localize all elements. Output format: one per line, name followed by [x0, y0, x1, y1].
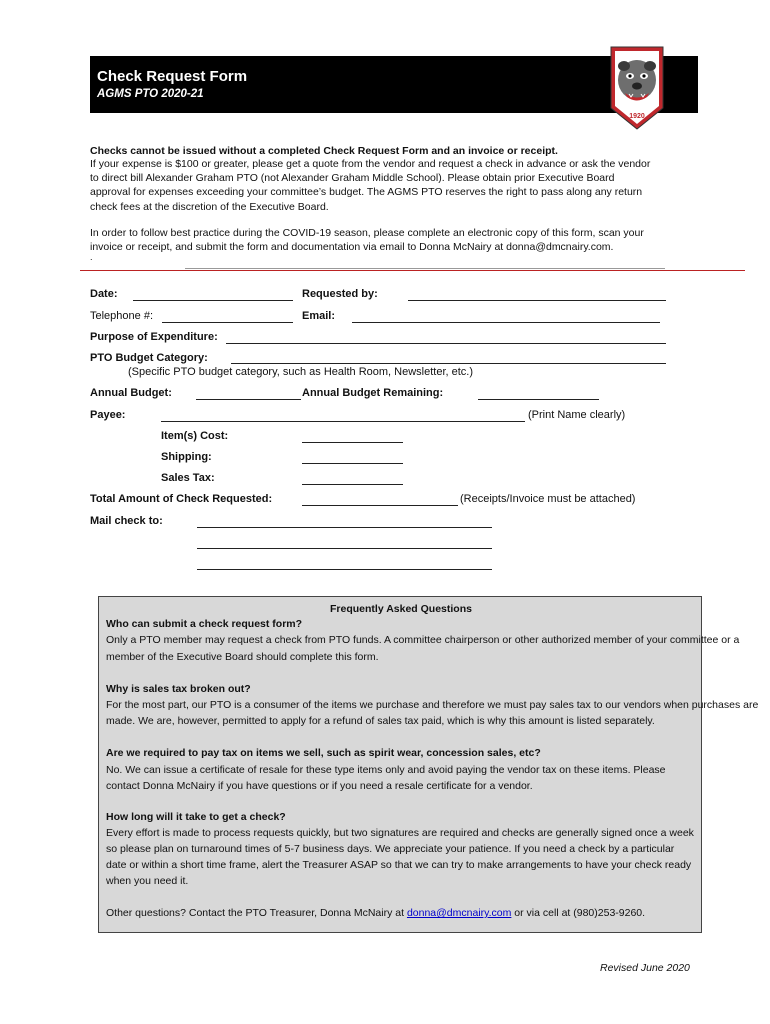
faq-question: Why is sales tax broken out?: [106, 683, 251, 695]
instructions-line: approval for expenses exceeding your committee’s budget. The AGMS PTO reserves the right to pass along any return: [90, 186, 643, 199]
budget-category-hint: (Specific PTO budget category, such as Health Room, Newsletter, etc.): [128, 366, 474, 378]
annual-budget-label: Annual Budget:: [90, 387, 172, 399]
shipping-field[interactable]: [302, 463, 403, 464]
annual-budget-field[interactable]: [196, 399, 301, 400]
faq-answer-line: when you need it.: [106, 875, 189, 887]
faq-answer-line: Only a PTO member may request a check from PTO funds. A committee chairperson or other authorized member of your committee or a: [106, 634, 740, 646]
payee-field[interactable]: [161, 421, 525, 422]
warning-text: Checks cannot be issued without a completed Check Request Form and an invoice or receipt.: [90, 145, 558, 157]
faq-answer-line: No. We can issue a certificate of resale for these type items only and avoid paying the vendor tax on these items. Please: [106, 764, 666, 776]
divider-gray: [185, 268, 665, 269]
email-field[interactable]: [352, 322, 660, 323]
items-cost-field[interactable]: [302, 442, 403, 443]
faq-title: Frequently Asked Questions: [330, 603, 472, 615]
faq-question: Who can submit a check request form?: [106, 618, 303, 630]
contact-suffix: or via cell at (980)253-9260.: [511, 907, 646, 919]
instructions-paragraph: [90, 157, 710, 214]
payee-hint: (Print Name clearly): [528, 409, 626, 421]
telephone-field[interactable]: [162, 322, 293, 323]
budget-category-field[interactable]: [231, 363, 666, 364]
requested-by-label: Requested by:: [302, 288, 378, 300]
annual-budget-remaining-label: Annual Budget Remaining:: [302, 387, 444, 399]
telephone-label: Telephone #:: [90, 310, 153, 322]
items-cost-label: Item(s) Cost:: [161, 430, 229, 442]
faq-box: [98, 596, 759, 933]
contact-email-link[interactable]: donna@dmcnairy.com: [406, 907, 512, 919]
revised-date: Revised June 2020: [600, 962, 690, 974]
sales-tax-field[interactable]: [302, 484, 403, 485]
date-label: Date:: [90, 288, 118, 300]
instructions-line: If your expense is $100 or greater, please get a quote from the vendor and request a check in advance or ask the vendor: [90, 158, 651, 170]
covid-line: invoice or receipt, and submit the form and documentation via email to Donna McNairy at donna@dmcnairy.com.: [90, 241, 614, 254]
form-title: Check Request Form: [97, 68, 248, 85]
payee-label: Payee:: [90, 409, 126, 421]
faq-answer-line: so please plan on turnaround times of 5-7 business days. We appreciate your patience. If you need a check by a particular: [106, 843, 675, 855]
instructions-line: check fees at the discretion of the Executive Board.: [90, 200, 329, 213]
total-field[interactable]: [302, 505, 458, 506]
faq-answer-line: made. We are, however, permitted to apply for a refund of sales tax paid, which is why this amount is listed separately.: [106, 715, 655, 727]
email-label: Email:: [302, 310, 336, 322]
mail-to-field-line-1[interactable]: [197, 527, 492, 528]
date-field[interactable]: [133, 300, 293, 301]
logo-year: 1920: [629, 113, 645, 120]
covid-paragraph: [90, 226, 710, 254]
instructions-line: to direct bill Alexander Graham PTO (not Alexander Graham Middle School). Please obtain prior Executive Board: [90, 172, 615, 185]
contact-prefix: Other questions? Contact the PTO Treasurer, Donna McNairy at: [106, 907, 407, 919]
faq-contact: [106, 907, 645, 919]
mail-to-field-line-3[interactable]: [197, 569, 492, 570]
budget-category-label: PTO Budget Category:: [90, 352, 208, 364]
purpose-label: Purpose of Expenditure:: [90, 331, 218, 343]
annual-budget-remaining-field[interactable]: [478, 399, 599, 400]
faq-answer-line: contact Donna McNairy if you have questions or if you need a resale certificate for a vendor.: [106, 780, 533, 792]
requested-by-field[interactable]: [408, 300, 666, 301]
purpose-field[interactable]: [226, 343, 666, 344]
faq-question: How long will it take to get a check?: [106, 811, 286, 823]
faq-question: Are we required to pay tax on items we sell, such as spirit wear, concession sales, etc?: [106, 747, 541, 759]
form-subtitle: AGMS PTO 2020-21: [97, 88, 204, 100]
shipping-label: Shipping:: [161, 451, 212, 463]
faq-answer-line: member of the Executive Board should complete this form.: [106, 651, 379, 663]
total-hint: (Receipts/Invoice must be attached): [460, 493, 636, 505]
covid-line: In order to follow best practice during the COVID-19 season, please complete an electronic copy of this form, scan your: [90, 227, 644, 239]
mail-to-field-line-2[interactable]: [197, 548, 492, 549]
bulldog-shield-logo: [610, 46, 664, 130]
total-label: Total Amount of Check Requested:: [90, 493, 273, 505]
faq-answer-line: Every effort is made to process requests quickly, but two signatures are required and checks are generally signed once a week: [106, 827, 694, 839]
sales-tax-label: Sales Tax:: [161, 472, 215, 484]
divider-red: [80, 270, 745, 271]
faq-answer-line: For the most part, our PTO is a consumer of the items we purchase and therefore we must pay sales tax to our vendors when purchases are: [106, 699, 759, 711]
trailing-dot: .: [90, 252, 93, 262]
mail-to-label: Mail check to:: [90, 515, 163, 527]
faq-answer-line: date or within a short time frame, alert the Treasurer ASAP so that we can try to make arrangements to have your check ready: [106, 859, 692, 871]
